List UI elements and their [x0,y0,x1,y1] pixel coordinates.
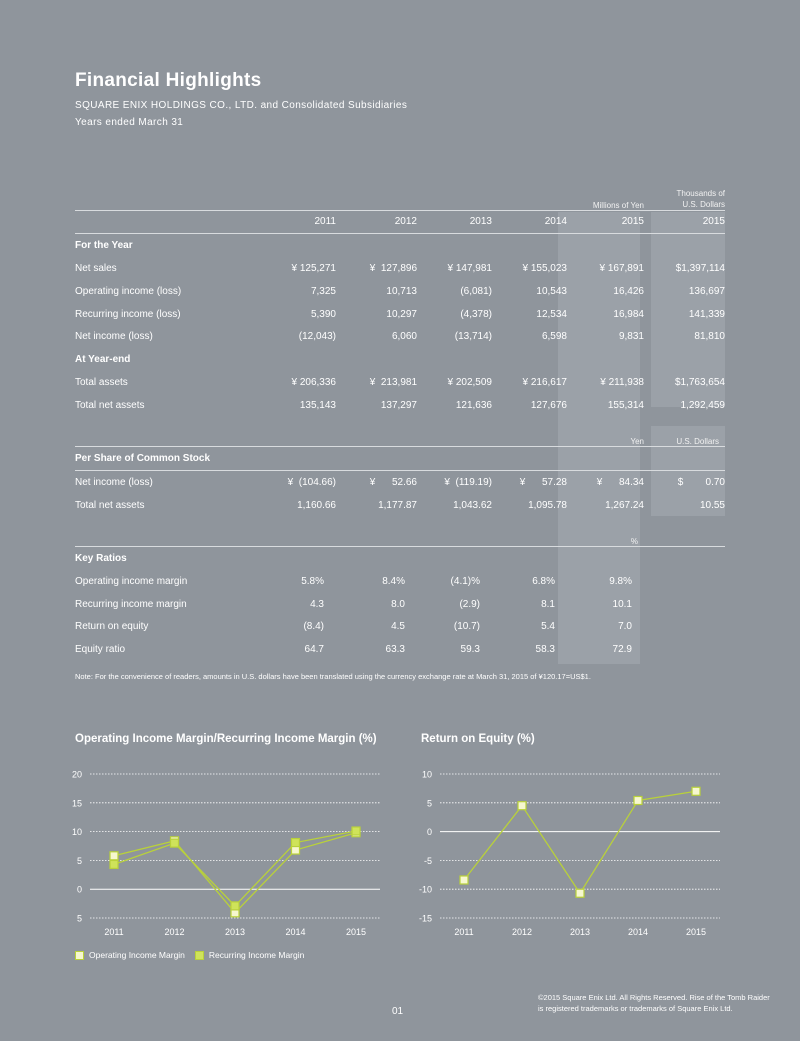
cell-value: ¥ 213,981 [369,376,417,388]
cell-value: $1,397,114 [675,262,725,274]
col-header: 2011 [255,210,336,234]
data-point [110,852,118,860]
cell-value: 155,314 [607,399,644,411]
y-tick-label: 0 [426,827,432,838]
cell-value: ¥ 206,336 [291,376,336,388]
cell-value: ¥ 147,981 [447,262,492,274]
col-header: 2014 [492,210,567,234]
year-header-row [75,210,725,234]
cell-value: 135,143 [299,399,336,411]
cell-value [652,570,725,593]
cell-value: 8.4% [382,575,405,587]
cell-value: 16,426 [613,285,644,297]
y-tick-label: 5 [76,855,82,866]
table-row [75,638,725,661]
data-point [460,876,468,884]
cell-value: 1,160.66 [297,499,336,511]
x-tick-label: 2012 [511,927,533,937]
y-tick-label: -5 [423,855,432,866]
row-label: Operating income (loss) [75,285,182,297]
cell-value: 12,534 [536,308,567,320]
period-subtitle: Years ended March 31 [75,117,184,128]
cell-value: 10,543 [536,285,567,297]
y-tick-label: 20 [71,769,82,780]
data-point [171,839,179,847]
cell-value: 81,810 [694,331,725,343]
units-usd: Thousands of U.S. Dollars [676,188,725,209]
cell-value: 10.55 [699,499,725,511]
series-line [464,791,696,893]
cell-value: ¥ 216,617 [522,376,567,388]
x-tick-label: 2012 [164,927,185,937]
cell-value: ¥ (119.19) [444,476,492,488]
cell-value: 64.7 [304,644,324,656]
cell-value: 6,060 [391,331,417,343]
cell-value: ¥ 155,023 [522,262,567,274]
financial-table [75,180,725,661]
cell-value: 5.4 [541,621,555,633]
row-label: Equity ratio [75,644,126,656]
unit-usd: U.S. Dollars [676,437,719,447]
cell-value: 1,292,459 [680,399,725,411]
cell-value: 1,043.62 [453,499,492,511]
cell-value: 7.0 [618,621,632,633]
cell-value: 5.8% [301,575,324,587]
series-line [114,831,356,906]
cell-value [652,593,725,616]
cell-value: 4.5 [391,621,405,633]
data-point [231,902,239,910]
chart-title-margin: Operating Income Margin/Recurring Income Margin (%) [75,733,377,745]
y-tick-label: 5 [426,798,432,809]
cell-value: 127,676 [530,399,567,411]
x-tick-label: 2011 [104,927,124,937]
row-label: Return on equity [75,621,149,633]
section-header: For the Year [75,240,133,252]
cell-value: $1,763,654 [674,376,725,388]
unit-yen: Yen [630,437,644,447]
table-row [75,257,725,280]
unit-percent: % [630,537,638,547]
cell-value: 1,095.78 [528,499,567,511]
page-title: Financial Highlights [75,70,262,91]
legend-item-recurring [195,950,304,960]
data-point [576,889,584,897]
series-line [114,833,356,913]
cell-value: ¥ 167,891 [599,262,644,274]
row-label: Net sales [75,262,117,274]
roe-chart [410,760,730,940]
table-row [75,303,725,326]
cell-value: 10,713 [386,285,417,297]
data-point [292,846,300,854]
units-row [75,417,725,447]
cell-value: (4.1)% [450,575,480,587]
cell-value: 9.8% [609,575,632,587]
data-point [518,802,526,810]
cell-value: (4,378) [460,308,492,320]
cell-value: 141,339 [688,308,725,320]
x-tick-label: 2013 [224,927,246,937]
cell-value: (2.9) [459,598,480,610]
y-tick-label: 5 [76,913,82,924]
cell-value: 16,984 [613,308,644,320]
legend-label: Operating Income Margin [89,950,185,960]
cell-value: 10,297 [386,308,417,320]
y-tick-label: 10 [71,827,82,838]
section-header: Per Share of Common Stock [75,447,725,471]
currency-note: Note: For the convenience of readers, amounts in U.S. dollars have been translated using the currency exchange rate at March 31, 2015 of ¥120.17=US$1. [75,672,591,681]
data-point [110,860,118,868]
cell-value: (6,081) [460,285,492,297]
row-label: Recurring income (loss) [75,308,181,320]
cell-value: (8.4) [303,621,324,633]
row-label: Net income (loss) [75,476,153,488]
data-point [692,787,700,795]
cell-value: ¥ 52.66 [369,476,417,488]
cell-value: 58.3 [535,644,555,656]
legend-swatch [195,951,204,960]
data-point [634,796,642,804]
cell-value: 136,697 [688,285,725,297]
y-tick-label: -10 [418,884,432,895]
cell-value: (13,714) [454,331,492,343]
col-header: 2013 [417,210,492,234]
cell-value [652,615,725,638]
row-label: Net income (loss) [75,331,153,343]
cell-value: ¥ 127,896 [369,262,417,274]
cell-value: ¥ 211,938 [600,376,644,388]
cell-value: 4.3 [310,598,324,610]
row-label: Total net assets [75,499,145,511]
x-tick-label: 2015 [685,927,707,937]
cell-value: ¥ (104.66) [287,476,336,488]
x-tick-label: 2014 [285,927,306,937]
cell-value: (12,043) [298,331,336,343]
table-row [75,371,725,394]
cell-value: 5,390 [310,308,336,320]
cell-value: $ 0.70 [677,476,725,488]
legend-swatch [75,951,84,960]
table-row [75,494,725,517]
legend-label: Recurring Income Margin [208,950,305,960]
cell-value: 63.3 [385,644,405,656]
col-header: 2015 [652,210,725,234]
row-label: Total assets [75,376,128,388]
y-tick-label: 0 [76,884,82,895]
cell-value: 10.1 [612,598,632,610]
page-number: 01 [392,1006,404,1017]
x-tick-label: 2013 [569,927,591,937]
cell-value: 137,297 [380,399,417,411]
cell-value: 121,636 [455,399,492,411]
chart-title-roe: Return on Equity (%) [421,733,535,745]
cell-value: ¥ 84.34 [596,476,644,488]
table-row [75,570,725,593]
cell-value: 9,831 [618,331,644,343]
cell-value: 72.9 [612,644,632,656]
table-row [75,394,725,417]
copyright-notice: ©2015 Square Enix Ltd. All Rights Reserved. Rise of the Tomb Raider is registered trademarks or trademarks of Square Enix Ltd. [538,993,770,1013]
section-header: At Year-end [75,354,131,366]
cell-value: 1,177.87 [378,499,417,511]
cell-value: 7,325 [310,285,336,297]
cell-value [652,638,725,661]
cell-value: 6,598 [541,331,567,343]
row-label: Total net assets [75,399,145,411]
cell-value: 6.8% [532,575,555,587]
col-header: 2012 [336,210,417,234]
cell-value: 59.3 [460,644,480,656]
cell-value: (10.7) [453,621,480,633]
x-tick-label: 2014 [627,927,649,937]
row-label: Recurring income margin [75,598,187,610]
data-point [292,839,300,847]
margin-chart [60,760,390,940]
units-row [75,180,725,210]
section-header: Key Ratios [75,547,725,570]
x-tick-label: 2015 [345,927,367,937]
cell-value: ¥ 125,271 [291,262,336,274]
row-label: Operating income margin [75,575,188,587]
data-point [352,827,360,835]
table-row [75,325,725,348]
y-tick-label: -15 [418,913,432,924]
cell-value: ¥ 202,509 [447,376,492,388]
units-yen: Millions of Yen [592,200,644,210]
table-row [75,615,725,638]
cell-value: 8.0 [391,598,405,610]
cell-value: 1,267.24 [605,499,644,511]
y-tick-label: 15 [71,798,82,809]
cell-value: ¥ 57.28 [519,476,567,488]
chart-legend [75,950,314,960]
cell-value: 8.1 [541,598,555,610]
table-row [75,280,725,303]
legend-item-operating [75,950,185,960]
y-tick-label: 10 [421,769,432,780]
units-row [75,517,725,547]
table-row [75,593,725,616]
x-tick-label: 2011 [454,927,474,937]
table-row [75,470,725,493]
company-subtitle: SQUARE ENIX HOLDINGS CO., LTD. and Consolidated Subsidiaries [75,100,408,111]
col-header: 2015 [567,210,652,234]
